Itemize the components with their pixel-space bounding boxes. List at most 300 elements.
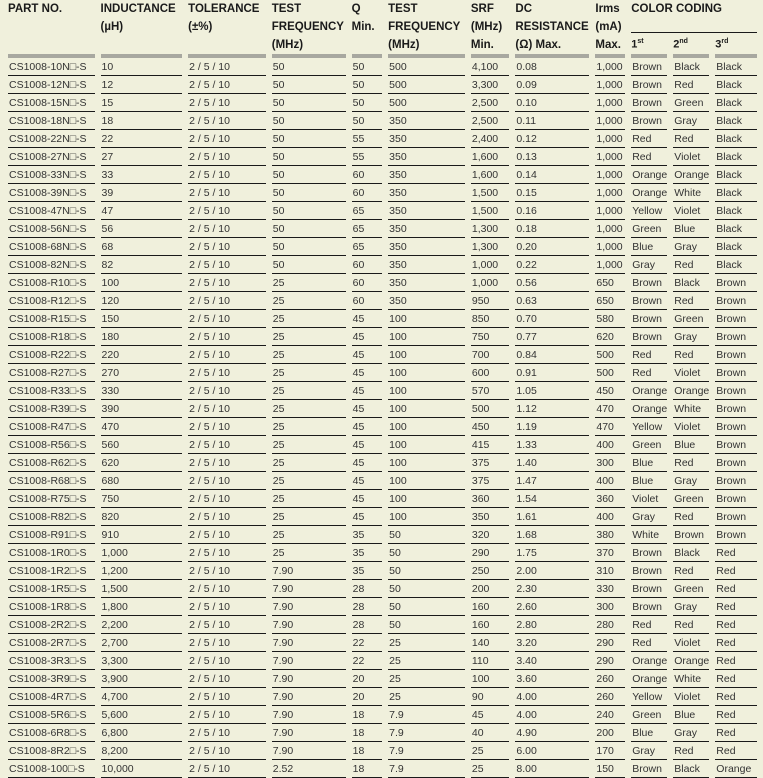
cell-irms-max: 150 bbox=[595, 760, 625, 778]
cell-irms-max: 650 bbox=[595, 292, 625, 310]
header-line: Irms bbox=[595, 3, 620, 15]
table-row bbox=[8, 598, 757, 616]
cell-test-frequency-l: 50 bbox=[272, 238, 346, 256]
cell-dc-resistance-max: 1.05 bbox=[515, 382, 589, 400]
cell-test-frequency-l: 7.90 bbox=[272, 598, 346, 616]
cell-color-band-3: Red bbox=[715, 598, 757, 616]
cell-dc-resistance-max: 0.09 bbox=[515, 76, 589, 94]
cell-tolerance: 2 / 5 / 10 bbox=[188, 580, 266, 598]
cell-color-band-1: Gray bbox=[631, 742, 667, 760]
cell-irms-max: 450 bbox=[595, 382, 625, 400]
cell-inductance: 47 bbox=[101, 202, 183, 220]
cell-test-frequency-q: 100 bbox=[388, 508, 465, 526]
cell-color-band-2: Orange bbox=[673, 652, 709, 670]
cell-irms-max: 200 bbox=[595, 724, 625, 742]
cell-dc-resistance-max: 0.20 bbox=[515, 238, 589, 256]
cell-tolerance: 2 / 5 / 10 bbox=[188, 742, 266, 760]
cell-part-number: CS1008-2R2□-S bbox=[8, 616, 95, 634]
cell-inductance: 2,200 bbox=[101, 616, 183, 634]
cell-dc-resistance-max: 2.80 bbox=[515, 616, 589, 634]
cell-q-min: 60 bbox=[352, 274, 383, 292]
cell-q-min: 45 bbox=[352, 310, 383, 328]
cell-test-frequency-q: 350 bbox=[388, 274, 465, 292]
cell-srf-min: 1,500 bbox=[471, 184, 510, 202]
cell-color-band-3: Black bbox=[715, 238, 757, 256]
cell-q-min: 55 bbox=[352, 148, 383, 166]
cell-part-number: CS1008-1R0□-S bbox=[8, 544, 95, 562]
cell-srf-min: 1,600 bbox=[471, 148, 510, 166]
cell-q-min: 35 bbox=[352, 544, 383, 562]
cell-inductance: 910 bbox=[101, 526, 183, 544]
cell-inductance: 12 bbox=[101, 76, 183, 94]
cell-part-number: CS1008-18N□-S bbox=[8, 112, 95, 130]
cell-irms-max: 470 bbox=[595, 418, 625, 436]
cell-color-band-1: Yellow bbox=[631, 418, 667, 436]
table-row bbox=[8, 184, 757, 202]
table-row bbox=[8, 454, 757, 472]
cell-color-band-2: Black bbox=[673, 760, 709, 778]
cell-inductance: 680 bbox=[101, 472, 183, 490]
table-row bbox=[8, 94, 757, 112]
cell-inductance: 1,500 bbox=[101, 580, 183, 598]
cell-test-frequency-l: 25 bbox=[272, 346, 346, 364]
cell-irms-max: 1,000 bbox=[595, 112, 625, 130]
header-line: Min. bbox=[351, 21, 375, 33]
cell-color-band-3: Black bbox=[715, 76, 757, 94]
cell-srf-min: 1,300 bbox=[471, 238, 510, 256]
cell-color-band-1: Brown bbox=[631, 58, 667, 76]
table-row bbox=[8, 238, 757, 256]
cell-inductance: 68 bbox=[101, 238, 183, 256]
cell-srf-min: 1,500 bbox=[471, 202, 510, 220]
cell-color-band-1: Yellow bbox=[631, 202, 667, 220]
cell-test-frequency-q: 7.9 bbox=[388, 742, 465, 760]
cell-test-frequency-q: 100 bbox=[388, 490, 465, 508]
cell-color-band-1: Red bbox=[631, 634, 667, 652]
cell-inductance: 150 bbox=[101, 310, 183, 328]
cell-test-frequency-q: 350 bbox=[388, 148, 465, 166]
table-row bbox=[8, 310, 757, 328]
table-row bbox=[8, 166, 757, 184]
cell-srf-min: 25 bbox=[471, 760, 510, 778]
cell-q-min: 60 bbox=[352, 184, 383, 202]
cell-color-band-2: Red bbox=[673, 562, 709, 580]
table-row bbox=[8, 328, 757, 346]
header-line: DC bbox=[515, 3, 533, 15]
header-line: (MHz) bbox=[388, 39, 420, 51]
cell-dc-resistance-max: 3.40 bbox=[515, 652, 589, 670]
table-row bbox=[8, 76, 757, 94]
header-color-coding: COLOR CODING bbox=[631, 3, 722, 15]
cell-part-number: CS1008-39N□-S bbox=[8, 184, 95, 202]
cell-color-band-3: Brown bbox=[715, 418, 757, 436]
cell-irms-max: 240 bbox=[595, 706, 625, 724]
cell-color-band-1: Blue bbox=[631, 238, 667, 256]
cell-test-frequency-l: 25 bbox=[272, 508, 346, 526]
cell-color-band-1: Red bbox=[631, 130, 667, 148]
cell-part-number: CS1008-22N□-S bbox=[8, 130, 95, 148]
cell-test-frequency-q: 50 bbox=[388, 616, 465, 634]
cell-test-frequency-q: 100 bbox=[388, 436, 465, 454]
cell-irms-max: 470 bbox=[595, 400, 625, 418]
cell-irms-max: 300 bbox=[595, 454, 625, 472]
cell-tolerance: 2 / 5 / 10 bbox=[188, 688, 266, 706]
cell-color-band-2: Blue bbox=[673, 436, 709, 454]
cell-tolerance: 2 / 5 / 10 bbox=[188, 616, 266, 634]
cell-tolerance: 2 / 5 / 10 bbox=[188, 382, 266, 400]
cell-inductance: 180 bbox=[101, 328, 183, 346]
cell-irms-max: 400 bbox=[595, 436, 625, 454]
cell-test-frequency-q: 350 bbox=[388, 202, 465, 220]
cell-q-min: 50 bbox=[352, 112, 383, 130]
header-line: TEST bbox=[388, 3, 418, 15]
cell-q-min: 45 bbox=[352, 364, 383, 382]
cell-inductance: 56 bbox=[101, 220, 183, 238]
cell-inductance: 39 bbox=[101, 184, 183, 202]
cell-test-frequency-l: 50 bbox=[272, 76, 346, 94]
cell-color-band-2: Violet bbox=[673, 688, 709, 706]
cell-srf-min: 450 bbox=[471, 418, 510, 436]
cell-test-frequency-l: 50 bbox=[272, 166, 346, 184]
cell-test-frequency-l: 25 bbox=[272, 364, 346, 382]
cell-color-band-3: Brown bbox=[715, 328, 757, 346]
table-row bbox=[8, 490, 757, 508]
header-line: FREQUENCY bbox=[388, 21, 461, 33]
cell-tolerance: 2 / 5 / 10 bbox=[188, 184, 266, 202]
cell-dc-resistance-max: 0.63 bbox=[515, 292, 589, 310]
cell-test-frequency-l: 25 bbox=[272, 418, 346, 436]
cell-dc-resistance-max: 4.90 bbox=[515, 724, 589, 742]
cell-irms-max: 330 bbox=[595, 580, 625, 598]
table-row bbox=[8, 220, 757, 238]
cell-test-frequency-q: 50 bbox=[388, 562, 465, 580]
cell-color-band-1: Orange bbox=[631, 184, 667, 202]
table-row bbox=[8, 346, 757, 364]
cell-test-frequency-l: 7.90 bbox=[272, 580, 346, 598]
cell-part-number: CS1008-5R6□-S bbox=[8, 706, 95, 724]
cell-color-band-3: Red bbox=[715, 706, 757, 724]
table-row bbox=[8, 580, 757, 598]
cell-color-band-3: Brown bbox=[715, 490, 757, 508]
cell-test-frequency-l: 25 bbox=[272, 454, 346, 472]
cell-dc-resistance-max: 0.10 bbox=[515, 94, 589, 112]
cell-q-min: 45 bbox=[352, 418, 383, 436]
cell-test-frequency-q: 7.9 bbox=[388, 760, 465, 778]
cell-test-frequency-q: 100 bbox=[388, 364, 465, 382]
cell-inductance: 1,800 bbox=[101, 598, 183, 616]
cell-part-number: CS1008-R47□-S bbox=[8, 418, 95, 436]
cell-part-number: CS1008-R68□-S bbox=[8, 472, 95, 490]
cell-srf-min: 200 bbox=[471, 580, 510, 598]
cell-color-band-2: Brown bbox=[673, 526, 709, 544]
table-row bbox=[8, 724, 757, 742]
cell-color-band-2: Orange bbox=[673, 166, 709, 184]
cell-part-number: CS1008-1R8□-S bbox=[8, 598, 95, 616]
cell-color-band-3: Red bbox=[715, 670, 757, 688]
band-suffix: st bbox=[637, 38, 644, 45]
cell-test-frequency-q: 100 bbox=[388, 472, 465, 490]
cell-color-band-3: Brown bbox=[715, 292, 757, 310]
cell-q-min: 50 bbox=[352, 94, 383, 112]
cell-color-band-2: Gray bbox=[673, 724, 709, 742]
cell-test-frequency-q: 50 bbox=[388, 580, 465, 598]
cell-dc-resistance-max: 1.47 bbox=[515, 472, 589, 490]
cell-tolerance: 2 / 5 / 10 bbox=[188, 526, 266, 544]
cell-tolerance: 2 / 5 / 10 bbox=[188, 436, 266, 454]
cell-color-band-1: Brown bbox=[631, 112, 667, 130]
cell-irms-max: 650 bbox=[595, 274, 625, 292]
cell-part-number: CS1008-10N□-S bbox=[8, 58, 95, 76]
cell-color-band-1: Brown bbox=[631, 598, 667, 616]
header-line: Q bbox=[351, 3, 361, 15]
cell-color-band-2: Blue bbox=[673, 706, 709, 724]
table-row bbox=[8, 148, 757, 166]
cell-part-number: CS1008-R56□-S bbox=[8, 436, 95, 454]
cell-srf-min: 100 bbox=[471, 670, 510, 688]
cell-part-number: CS1008-1R2□-S bbox=[8, 562, 95, 580]
cell-part-number: CS1008-3R3□-S bbox=[8, 652, 95, 670]
cell-q-min: 18 bbox=[352, 706, 383, 724]
cell-q-min: 18 bbox=[352, 742, 383, 760]
cell-srf-min: 1,000 bbox=[471, 274, 510, 292]
cell-color-band-2: Green bbox=[673, 310, 709, 328]
cell-part-number: CS1008-15N□-S bbox=[8, 94, 95, 112]
cell-srf-min: 600 bbox=[471, 364, 510, 382]
header-line: Max. bbox=[595, 39, 621, 51]
cell-test-frequency-q: 7.9 bbox=[388, 706, 465, 724]
cell-color-band-1: Gray bbox=[631, 508, 667, 526]
cell-inductance: 2,700 bbox=[101, 634, 183, 652]
cell-color-band-3: Black bbox=[715, 256, 757, 274]
cell-dc-resistance-max: 4.00 bbox=[515, 706, 589, 724]
header-line: (mA) bbox=[595, 21, 622, 33]
cell-test-frequency-q: 100 bbox=[388, 400, 465, 418]
cell-part-number: CS1008-2R7□-S bbox=[8, 634, 95, 652]
cell-test-frequency-l: 25 bbox=[272, 526, 346, 544]
cell-color-band-1: Blue bbox=[631, 472, 667, 490]
cell-test-frequency-l: 50 bbox=[272, 94, 346, 112]
cell-color-band-3: Red bbox=[715, 562, 757, 580]
cell-color-band-3: Brown bbox=[715, 454, 757, 472]
cell-inductance: 330 bbox=[101, 382, 183, 400]
cell-inductance: 560 bbox=[101, 436, 183, 454]
table-row bbox=[8, 58, 757, 76]
cell-test-frequency-l: 50 bbox=[272, 220, 346, 238]
cell-tolerance: 2 / 5 / 10 bbox=[188, 544, 266, 562]
cell-test-frequency-l: 7.90 bbox=[272, 652, 346, 670]
cell-q-min: 45 bbox=[352, 382, 383, 400]
cell-tolerance: 2 / 5 / 10 bbox=[188, 724, 266, 742]
cell-test-frequency-l: 50 bbox=[272, 58, 346, 76]
cell-dc-resistance-max: 2.30 bbox=[515, 580, 589, 598]
cell-tolerance: 2 / 5 / 10 bbox=[188, 454, 266, 472]
cell-test-frequency-q: 50 bbox=[388, 544, 465, 562]
cell-test-frequency-l: 50 bbox=[272, 130, 346, 148]
cell-part-number: CS1008-1R5□-S bbox=[8, 580, 95, 598]
header-line: RESISTANCE bbox=[515, 21, 589, 33]
cell-test-frequency-l: 25 bbox=[272, 382, 346, 400]
cell-irms-max: 1,000 bbox=[595, 256, 625, 274]
cell-color-band-2: Red bbox=[673, 616, 709, 634]
cell-inductance: 3,300 bbox=[101, 652, 183, 670]
cell-q-min: 45 bbox=[352, 454, 383, 472]
cell-test-frequency-q: 350 bbox=[388, 166, 465, 184]
cell-irms-max: 1,000 bbox=[595, 94, 625, 112]
cell-dc-resistance-max: 0.22 bbox=[515, 256, 589, 274]
table-row bbox=[8, 418, 757, 436]
cell-irms-max: 260 bbox=[595, 688, 625, 706]
cell-srf-min: 950 bbox=[471, 292, 510, 310]
cell-test-frequency-q: 350 bbox=[388, 238, 465, 256]
table-row bbox=[8, 670, 757, 688]
header-line: (Ω) Max. bbox=[515, 39, 562, 51]
cell-color-band-3: Brown bbox=[715, 436, 757, 454]
cell-color-band-2: Red bbox=[673, 346, 709, 364]
cell-color-band-2: Gray bbox=[673, 112, 709, 130]
cell-color-band-1: Brown bbox=[631, 94, 667, 112]
cell-color-band-2: Gray bbox=[673, 328, 709, 346]
header-part-no bbox=[8, 0, 95, 58]
cell-test-frequency-q: 500 bbox=[388, 58, 465, 76]
header-test-frequency-l bbox=[272, 0, 346, 58]
cell-srf-min: 140 bbox=[471, 634, 510, 652]
cell-dc-resistance-max: 0.91 bbox=[515, 364, 589, 382]
cell-color-band-2: Red bbox=[673, 76, 709, 94]
cell-q-min: 45 bbox=[352, 400, 383, 418]
cell-srf-min: 250 bbox=[471, 562, 510, 580]
cell-part-number: CS1008-82N□-S bbox=[8, 256, 95, 274]
cell-q-min: 60 bbox=[352, 292, 383, 310]
cell-dc-resistance-max: 3.60 bbox=[515, 670, 589, 688]
cell-test-frequency-q: 500 bbox=[388, 94, 465, 112]
cell-inductance: 4,700 bbox=[101, 688, 183, 706]
cell-srf-min: 2,500 bbox=[471, 112, 510, 130]
cell-part-number: CS1008-100□-S bbox=[8, 760, 95, 778]
cell-srf-min: 320 bbox=[471, 526, 510, 544]
cell-tolerance: 2 / 5 / 10 bbox=[188, 670, 266, 688]
cell-dc-resistance-max: 0.56 bbox=[515, 274, 589, 292]
cell-q-min: 28 bbox=[352, 580, 383, 598]
cell-color-band-3: Red bbox=[715, 616, 757, 634]
cell-irms-max: 1,000 bbox=[595, 58, 625, 76]
cell-test-frequency-q: 25 bbox=[388, 652, 465, 670]
cell-q-min: 65 bbox=[352, 202, 383, 220]
cell-color-band-2: Red bbox=[673, 454, 709, 472]
cell-srf-min: 3,300 bbox=[471, 76, 510, 94]
cell-part-number: CS1008-R91□-S bbox=[8, 526, 95, 544]
cell-color-band-1: Orange bbox=[631, 166, 667, 184]
header-srf bbox=[471, 0, 510, 58]
cell-dc-resistance-max: 0.11 bbox=[515, 112, 589, 130]
cell-color-band-2: Red bbox=[673, 256, 709, 274]
cell-srf-min: 110 bbox=[471, 652, 510, 670]
cell-test-frequency-l: 7.90 bbox=[272, 616, 346, 634]
cell-q-min: 45 bbox=[352, 472, 383, 490]
cell-dc-resistance-max: 3.20 bbox=[515, 634, 589, 652]
cell-inductance: 18 bbox=[101, 112, 183, 130]
cell-test-frequency-q: 100 bbox=[388, 382, 465, 400]
cell-part-number: CS1008-56N□-S bbox=[8, 220, 95, 238]
cell-part-number: CS1008-R75□-S bbox=[8, 490, 95, 508]
cell-irms-max: 1,000 bbox=[595, 76, 625, 94]
table-row bbox=[8, 688, 757, 706]
cell-color-band-3: Red bbox=[715, 724, 757, 742]
cell-dc-resistance-max: 6.00 bbox=[515, 742, 589, 760]
cell-test-frequency-l: 25 bbox=[272, 328, 346, 346]
cell-tolerance: 2 / 5 / 10 bbox=[188, 310, 266, 328]
cell-test-frequency-l: 25 bbox=[272, 310, 346, 328]
cell-q-min: 22 bbox=[352, 652, 383, 670]
header-line: (µH) bbox=[100, 21, 124, 33]
cell-tolerance: 2 / 5 / 10 bbox=[188, 364, 266, 382]
cell-srf-min: 1,300 bbox=[471, 220, 510, 238]
cell-test-frequency-l: 50 bbox=[272, 184, 346, 202]
cell-inductance: 620 bbox=[101, 454, 183, 472]
cell-color-band-3: Red bbox=[715, 688, 757, 706]
cell-color-band-1: Brown bbox=[631, 562, 667, 580]
cell-irms-max: 1,000 bbox=[595, 220, 625, 238]
band-suffix: rd bbox=[721, 38, 729, 45]
cell-test-frequency-l: 50 bbox=[272, 148, 346, 166]
cell-part-number: CS1008-R12□-S bbox=[8, 292, 95, 310]
cell-color-band-2: Black bbox=[673, 58, 709, 76]
cell-test-frequency-l: 25 bbox=[272, 472, 346, 490]
cell-part-number: CS1008-4R7□-S bbox=[8, 688, 95, 706]
cell-irms-max: 1,000 bbox=[595, 184, 625, 202]
cell-color-band-3: Black bbox=[715, 220, 757, 238]
table-row bbox=[8, 562, 757, 580]
cell-color-band-1: Green bbox=[631, 706, 667, 724]
header-tolerance bbox=[188, 0, 266, 58]
cell-color-band-1: Brown bbox=[631, 292, 667, 310]
header-line: (MHz) bbox=[470, 21, 503, 33]
cell-irms-max: 1,000 bbox=[595, 238, 625, 256]
cell-tolerance: 2 / 5 / 10 bbox=[188, 760, 266, 778]
cell-tolerance: 2 / 5 / 10 bbox=[188, 220, 266, 238]
cell-test-frequency-l: 50 bbox=[272, 202, 346, 220]
cell-color-band-2: Violet bbox=[673, 634, 709, 652]
cell-color-band-3: Black bbox=[715, 148, 757, 166]
cell-inductance: 8,200 bbox=[101, 742, 183, 760]
cell-test-frequency-q: 100 bbox=[388, 418, 465, 436]
cell-inductance: 10 bbox=[101, 58, 183, 76]
cell-color-band-1: Orange bbox=[631, 382, 667, 400]
table-row bbox=[8, 364, 757, 382]
cell-part-number: CS1008-R82□-S bbox=[8, 508, 95, 526]
cell-srf-min: 90 bbox=[471, 688, 510, 706]
cell-srf-min: 750 bbox=[471, 328, 510, 346]
cell-irms-max: 260 bbox=[595, 670, 625, 688]
cell-test-frequency-q: 25 bbox=[388, 634, 465, 652]
cell-part-number: CS1008-R15□-S bbox=[8, 310, 95, 328]
cell-color-band-1: Orange bbox=[631, 670, 667, 688]
cell-srf-min: 1,600 bbox=[471, 166, 510, 184]
cell-color-band-1: Violet bbox=[631, 490, 667, 508]
cell-tolerance: 2 / 5 / 10 bbox=[188, 508, 266, 526]
cell-part-number: CS1008-R22□-S bbox=[8, 346, 95, 364]
cell-inductance: 6,800 bbox=[101, 724, 183, 742]
cell-test-frequency-l: 50 bbox=[272, 256, 346, 274]
cell-inductance: 82 bbox=[101, 256, 183, 274]
cell-dc-resistance-max: 0.77 bbox=[515, 328, 589, 346]
cell-tolerance: 2 / 5 / 10 bbox=[188, 130, 266, 148]
cell-color-band-2: Green bbox=[673, 580, 709, 598]
cell-test-frequency-l: 25 bbox=[272, 274, 346, 292]
cell-color-band-2: Green bbox=[673, 94, 709, 112]
cell-q-min: 20 bbox=[352, 688, 383, 706]
cell-test-frequency-q: 100 bbox=[388, 346, 465, 364]
table-row bbox=[8, 400, 757, 418]
